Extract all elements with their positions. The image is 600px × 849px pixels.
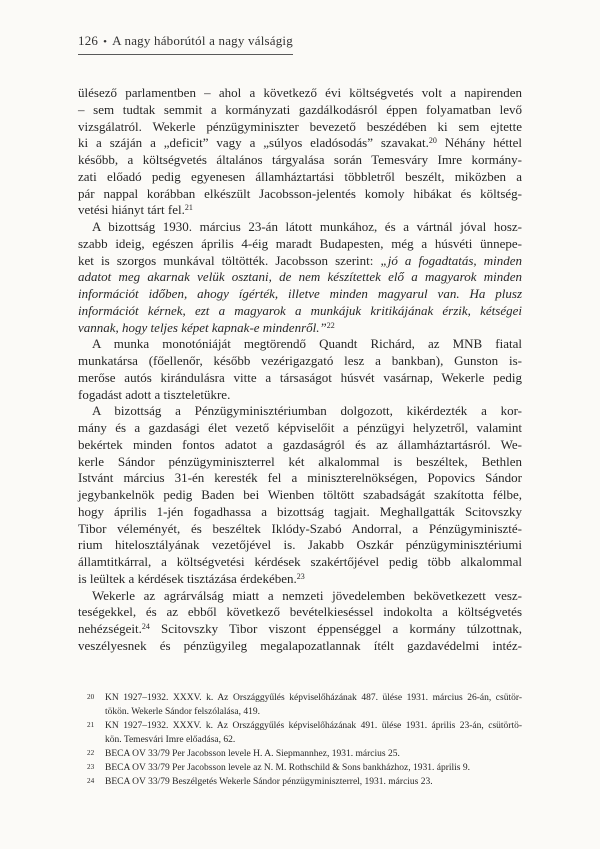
footnote-line: tökön. Wekerle Sándor felszólalása, 419. [105, 706, 260, 717]
quote-italic: vannak, hogy teljes képet kapnak-e mindenről.” [78, 319, 327, 335]
body-paragraph [78, 588, 522, 655]
footnote-text [105, 775, 522, 789]
text-run: is leültek a kérdések tisztázása érdekében. [78, 570, 297, 586]
text-line [78, 487, 522, 504]
text-run: vetési hiányt tárt fel. [78, 202, 185, 218]
text-run: fogadást adott a tiszteletükre. [78, 386, 231, 402]
text-line [78, 253, 522, 270]
footnote [78, 761, 522, 775]
text-run: Néhány héttel [436, 135, 522, 151]
page-number: 126 [78, 33, 99, 48]
footnote [78, 747, 522, 761]
text-run: Tibor véleményét, és beszéltek Iklódy-Szabó Andorral, a Pénzügyminiszté- [78, 520, 522, 536]
footnote-ref: 24 [141, 622, 150, 631]
text-line [78, 621, 522, 638]
footnotes [78, 691, 522, 789]
text-run: Wekerle az agrárválság miatt a nemzeti jövedelemben bekövetkezett vesz- [92, 587, 522, 603]
text-run: később, a költségvetés általános tárgyalása során Temesváry Imre kormány- [78, 152, 522, 167]
body-text [78, 85, 522, 655]
text-run: A munka monotóniáját megtörendő Quandt Richárd, az MNB fiatal [92, 336, 522, 352]
text-run: A bizottság a Pénzügyminisztériumban dolgozott, kikérdezték a kor- [92, 403, 522, 419]
text-line [78, 604, 522, 621]
text-run: Scitovszky Tibor viszont éppenséggel a kormány túlzottnak, [149, 621, 522, 636]
footnote-text [105, 719, 522, 747]
footnote-marker: 24 [87, 777, 95, 785]
text-line [78, 521, 522, 538]
text-run: hogy április 1-jén fogadhassa a bizottság tagjait. Meghallgatták Scitovszky [78, 503, 522, 519]
text-line [78, 269, 522, 286]
footnote-ref: 21 [184, 203, 193, 213]
text-run: nehézségeit. [78, 621, 142, 636]
text-run: pár nappal korábban elkészült Jacobsson-jelentés komoly hibákat és költség- [78, 185, 522, 201]
footnote-line: BECA OV 33/79 Per Jacobsson levele az N. M. Rothschild & Sons bankházhoz, 1931. április 9. [105, 762, 471, 773]
footnote-ref: 22 [326, 320, 335, 330]
footnote-line: kön. Temesvári Imre előadása, 62. [105, 734, 236, 745]
footnote [78, 719, 522, 747]
body-paragraph [78, 403, 522, 587]
text-line [78, 169, 522, 186]
text-line [78, 286, 522, 303]
text-line [78, 303, 522, 320]
quote-italic: információt kérnek, ezt a magyarok a munkájuk kritikájának érzik, kétségei [78, 302, 522, 318]
text-line [78, 186, 522, 203]
footnote-marker: 20 [87, 693, 95, 701]
footnote-line: BECA OV 33/79 Per Jacobsson levele H. A. Siepmannhez, 1931. március 25. [105, 748, 400, 759]
text-run: vizsgálatról. Wekerle pénzügyminiszter bevezető beszédében ki sem ejtette [78, 118, 522, 134]
footnote [78, 691, 522, 719]
text-line [78, 202, 522, 219]
running-header [78, 33, 293, 55]
text-run: merőse autós kirándulásra vitte a társaságot húsvét vasárnap, Wekerle pedig [78, 369, 522, 385]
text-line [78, 537, 522, 554]
text-line [78, 102, 522, 119]
text-line [78, 588, 522, 605]
text-line [78, 454, 522, 471]
text-run: jegybankelnök pedig Baden bei Wienben töltött szabadságát szakította félbe, [78, 487, 522, 502]
footnote-marker: 22 [87, 749, 95, 757]
text-line [78, 554, 522, 571]
footnote-text [105, 691, 522, 719]
text-line [78, 219, 522, 236]
body-paragraph [78, 336, 522, 403]
text-run: Istvánt március 31-én keresték fel a miniszterelnökségen, Popovics Sándor [78, 470, 522, 486]
text-run: szabb ideig, egészen április 4-éig maradt Budapesten, még a húsvéti ünnepe- [78, 235, 522, 251]
text-run: teségekkel, és az ebből következő bevételkieséssel indokolta a költségvetés [78, 604, 522, 620]
text-run: zati előadó pedig egyenesen államháztartási többletről beszélt, miközben a [78, 168, 522, 184]
text-run: munkatársa (főellenőr, később vezérigazgató lesz a bankban), Gunston is- [78, 353, 522, 368]
text-line [78, 236, 522, 253]
text-line [78, 403, 522, 420]
text-run: ket is szorgos munkával töltötték. Jacobsson szerint: [78, 252, 381, 268]
running-title: A nagy háborútól a nagy válságig [112, 33, 293, 48]
footnote-ref: 23 [296, 571, 305, 581]
footnote-line: KN 1927–1932. XXXV. k. Az Országgyűlés képviselőházának 491. ülése 1931. április 23-án, csütörtö- [105, 720, 522, 731]
text-run: ülésező parlamentben – ahol a következő évi költségvetés volt a napirenden [78, 85, 522, 100]
text-line [78, 387, 522, 404]
text-line [78, 353, 522, 370]
text-run: – sem tudtak semmit a kormányzati gazdálkodásról éppen folyamatban levő [78, 101, 522, 117]
footnote [78, 775, 522, 789]
text-line [78, 571, 522, 588]
text-line [78, 504, 522, 521]
text-run: államtitkárral, a költségvetési kérdések szakértőjével pedig több alkalommal [78, 554, 522, 569]
footnote-ref: 20 [428, 136, 437, 146]
text-line [78, 420, 522, 437]
page-header [78, 32, 522, 55]
quote-italic: adatot meg akarnak velük osztani, de nem készítettek elő a magyarok minden [78, 269, 522, 285]
text-line [78, 437, 522, 454]
text-line [78, 320, 522, 337]
text-run: ki a száján a „deficit” vagy a „súlyos eladósodás” szavakat. [78, 135, 429, 151]
text-run: kerle Sándor pénzügyminiszterrel két alkalommal is beszéltek, Bethlen [78, 453, 522, 469]
footnote-marker: 21 [87, 721, 95, 729]
text-line [78, 85, 522, 102]
text-run: A bizottság 1930. március 23-án látott munkához, és a vártnál jóval hosz- [92, 219, 522, 234]
text-line [78, 336, 522, 353]
text-line [78, 638, 522, 655]
text-line [78, 470, 522, 487]
text-line [78, 119, 522, 136]
footnote-line: KN 1927–1932. XXXV. k. Az Országgyűlés képviselőházának 487. ülése 1931. március 26-án, csütör- [105, 692, 522, 703]
body-paragraph [78, 219, 522, 336]
text-run: bekértek minden fontos adatot a gazdaságról és az államháztartásról. We- [78, 436, 522, 452]
text-line [78, 135, 522, 152]
text-line [78, 152, 522, 169]
footnote-text [105, 761, 522, 775]
quote-italic: információt időben, ahogy ígérték, illetve minden magyarul van. Ha plusz [78, 286, 522, 301]
text-run: mány és a gazdasági élet vezető képviselőit a pénzügyi helyzetről, valamint [78, 420, 522, 435]
text-line [78, 370, 522, 387]
quote-italic: „jó a fogadtatás, minden [380, 252, 523, 268]
body-paragraph [78, 85, 522, 219]
header-separator-dot: • [103, 36, 108, 48]
footnote-line: BECA OV 33/79 Beszélgetés Wekerle Sándor pénzügyminiszterrel, 1931. március 23. [105, 776, 433, 787]
text-run: veszélyesnek és pénzügyileg megalapozatlannak ítélt gazdavédelmi intéz- [78, 637, 522, 653]
footnote-text [105, 747, 522, 761]
text-run: rium hitelosztályának vezetőjével is. Jakabb Oszkár pénzügyminisztériumi [78, 537, 522, 553]
footnote-marker: 23 [87, 763, 95, 771]
